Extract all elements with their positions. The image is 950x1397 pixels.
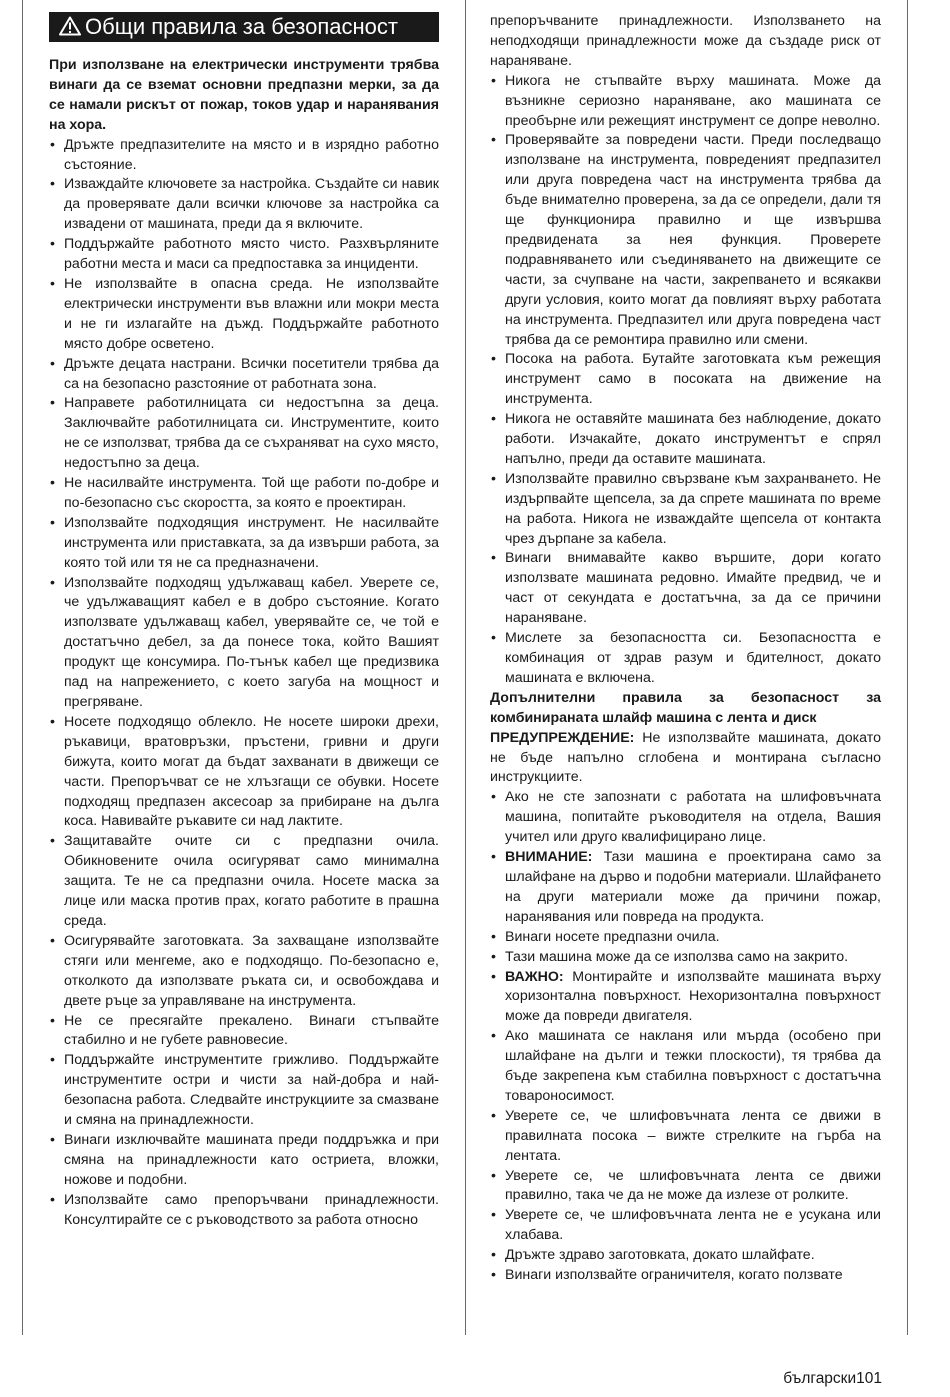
list-item: • Дръжте децата настрани. Всички посетители трябва да са на безопасно разстояние от работната зона. bbox=[49, 355, 439, 395]
list-item: • Защитавайте очите си с предпазни очила. Обикновените очила осигуряват само минимална защита. Те не са предпазни очила. Носете маска за лице или маска против прах, когато работите в прашна среда. bbox=[49, 832, 439, 932]
list-item bbox=[490, 1266, 881, 1286]
right-column-rule bbox=[907, 0, 908, 1335]
list-item: • Поддържайте инструментите грижливо. Поддържайте инструментите остри и чисти за най-добра и най-безопасна работа. Следвайте инструкциите за смазване и смяна на принадлежности. bbox=[49, 1051, 439, 1131]
list-item-text: Ако не сте запознати с работата на шлифовъчната машина, попитайте ръководителя на отдела, Вашия учител или друго квалифицирано лице. bbox=[505, 789, 881, 846]
list-item: • Проверявайте за повредени части. Преди последващо използване на инструмента, повреденият предпазител или друга повредена част на инструмента трябва да бъде внимателно проверена, за да се определи, дали тя ще функционира правилно и ще извършва предвидената за нея функция. Проверете подравняването или съединяването на движещите се части, за счупване на части, закрепването и всякакви други условия, които могат да повлияят върху работата на инструмента. Предпазител или друга повредена част трябва да се ремонтира правилно или смени. bbox=[490, 131, 881, 350]
list-item: • Не насилвайте инструмента. Той ще работи по-добре и по-безопасно със скоростта, за която е проектиран. bbox=[49, 474, 439, 514]
page-footer bbox=[783, 1369, 882, 1389]
warning-text: Не използвайте машината, докато не бъде напълно сглобена и монтирана съгласно инструкциите. bbox=[490, 729, 881, 786]
left-column bbox=[49, 12, 439, 1230]
warning-paragraph bbox=[490, 729, 881, 789]
list-item: • Никога не оставяйте машината без наблюдение, докато работи. Изчакайте, докато инструментът е спрял напълно, преди да оставите машината. bbox=[490, 410, 881, 470]
list-item: • Не се пресягайте прекалено. Винаги стъпвайте стабилно и не губете равновесие. bbox=[49, 1012, 439, 1052]
list-item-text: Тази машина може да се използва само на закрито. bbox=[505, 948, 849, 965]
list-item: • Посока на работа. Бутайте заготовката към режещия инструмент само в посоката на движение на инструмента. bbox=[490, 350, 881, 410]
additional-rules-heading: Допълнителни правила за безопасност за комбинираната шлайф машина с лента и диск bbox=[490, 689, 881, 726]
list-item-text: Монтирайте и използвайте машината върху хоризонтална повърхност. Нехоризонтална повърхност може да повреди двигателя. bbox=[505, 968, 881, 1025]
list-item bbox=[490, 928, 881, 948]
list-item: • Използвайте подходящ удължаващ кабел. Уверете се, че удължаващият кабел е в добро състояние. Когато използвате удължаващ кабел, уверявайте се, че той е достатъчно дебел, за да понесе тока, който Вашият продукт ще консумира. По-тънък кабел ще предизвика пад на напрежението, с което загуба на мощност и прегряване. bbox=[49, 574, 439, 713]
list-item-text: Винаги използвайте ограничителя, когато ползвате bbox=[505, 1267, 843, 1284]
list-item bbox=[490, 1107, 881, 1167]
list-item: • Изваждайте ключовете за настройка. Създайте си навик да проверявате дали всички ключове за настройка са извадени от машината, преди да я включите. bbox=[49, 175, 439, 235]
list-item bbox=[490, 848, 881, 928]
general-rules-list-continued bbox=[490, 72, 881, 689]
warning-triangle-icon bbox=[59, 12, 81, 42]
list-item: • Използвайте правилно свързване към захранването. Не издърпвайте щепсела, за да спрете машината по време на работа. Никога не изваждайте щепсела от контакта чрез дърпане за кабела. bbox=[490, 470, 881, 550]
list-item bbox=[490, 1167, 881, 1207]
right-column bbox=[490, 12, 881, 1286]
list-item bbox=[490, 788, 881, 848]
center-column-rule bbox=[465, 0, 466, 1335]
list-item: • Винаги изключвайте машината преди поддръжка и при смяна на принадлежности като остриета, вложки, ножове и подобни. bbox=[49, 1131, 439, 1191]
list-item-text: Дръжте здраво заготовката, докато шлайфате. bbox=[505, 1247, 815, 1264]
additional-rules-list bbox=[490, 788, 881, 1286]
list-item: • Осигурявайте заготовката. За захващане използвайте стяги или менгеме, ако е подходящо. По-безопасно е, отколкото да използвате ръката си, и освобождава и двете ръце за управляване на инструмента. bbox=[49, 932, 439, 1012]
list-item bbox=[490, 948, 881, 968]
list-item-text: Ако машината се накланя или мърда (особено при шлайфане на дълги и тежки плоскости), тя трябва да бъде закрепена към стабилна повърхност с достатъчна товароносимост. bbox=[505, 1028, 881, 1104]
list-item: • Мислете за безопасността си. Безопасността е комбинация от здрав разум и бдителност, докато машината е включена. bbox=[490, 629, 881, 689]
list-item bbox=[490, 1027, 881, 1107]
list-item: • Дръжте предпазителите на място и в изрядно работно състояние. bbox=[49, 136, 439, 176]
list-item bbox=[490, 1246, 881, 1266]
list-item-label: ВАЖНО: bbox=[505, 968, 564, 985]
list-item: • Не използвайте в опасна среда. Не използвайте електрически инструменти във влажни или мокри места и не ги излагайте на дъжд. Поддържайте работното място добре осветено. bbox=[49, 275, 439, 355]
general-rules-list bbox=[49, 136, 439, 1231]
list-item: • Никога не стъпвайте върху машината. Може да възникне сериозно нараняване, ако машината се преобърне или режещият инструмент се допре неволно. bbox=[490, 72, 881, 132]
list-item-text: Уверете се, че шлифовъчната лента се движи правилно, така че да не може да излезе от ролките. bbox=[505, 1167, 881, 1204]
list-item bbox=[490, 968, 881, 1028]
left-column-rule bbox=[22, 0, 23, 1335]
list-item-label: ВНИМАНИЕ: bbox=[505, 849, 593, 866]
list-item-text: Тази машина е проектирана само за шлайфане на дърво и подобни материали. Шлайфането на други материали може да причини пожар, наранявания или повреда на продукта. bbox=[505, 849, 881, 925]
section-title: Общи правила за безопасност bbox=[85, 14, 398, 39]
warning-label: ПРЕДУПРЕЖДЕНИЕ: bbox=[490, 729, 635, 746]
footer-language: български bbox=[783, 1370, 857, 1387]
continued-paragraph: препоръчваните принадлежности. Използването на неподходящи принадлежности може да създаде риск от нараняване. bbox=[490, 13, 881, 69]
list-item: • Използвайте подходящия инструмент. Не насилвайте инструмента или приставката, за да извърши работа, за която той или тя не са предназначени. bbox=[49, 514, 439, 574]
intro-paragraph: При използване на електрически инструменти трябва винаги да се вземат основни предпазни мерки, за да се намали рискът от пожар, токов удар и наранявания на хора. bbox=[49, 57, 439, 133]
list-item: • Носете подходящо облекло. Не носете широки дрехи, ръкавици, вратовръзки, пръстени, гривни и други бижута, които могат да бъдат захванати в движещи се части. Препоръчват се не хлъзгащи се обувки. Носете подходящ предпазен аксесоар за прибиране на дълга коса. Навивайте ръкавите си над лактите. bbox=[49, 713, 439, 832]
page-number: 101 bbox=[856, 1370, 882, 1387]
list-item: • Използвайте само препоръчвани принадлежности. Консултирайте се с ръководството за работа относно bbox=[49, 1191, 439, 1231]
list-item: • Поддържайте работното място чисто. Разхвърляните работни места и маси са предпоставка за инциденти. bbox=[49, 235, 439, 275]
list-item-text: Винаги носете предпазни очила. bbox=[505, 928, 720, 945]
list-item: • Направете работилницата си недостъпна за деца. Заключвайте работилницата си. Инструментите, които не се използват, трябва да се съхраняват на сухо място, недостъпно за деца. bbox=[49, 394, 439, 474]
section-title-banner bbox=[49, 12, 439, 42]
list-item-text: Уверете се, че шлифовъчната лента се движи в правилната посока – вижте стрелките на гърба на лентата. bbox=[505, 1107, 881, 1164]
list-item-text: Уверете се, че шлифовъчната лента не е усукана или хлабава. bbox=[505, 1207, 881, 1244]
list-item: • Винаги внимавайте какво вършите, дори когато използвате машината редовно. Имайте предвид, че и част от секундата е достатъчна, за да се причини нараняване. bbox=[490, 549, 881, 629]
list-item bbox=[490, 1206, 881, 1246]
